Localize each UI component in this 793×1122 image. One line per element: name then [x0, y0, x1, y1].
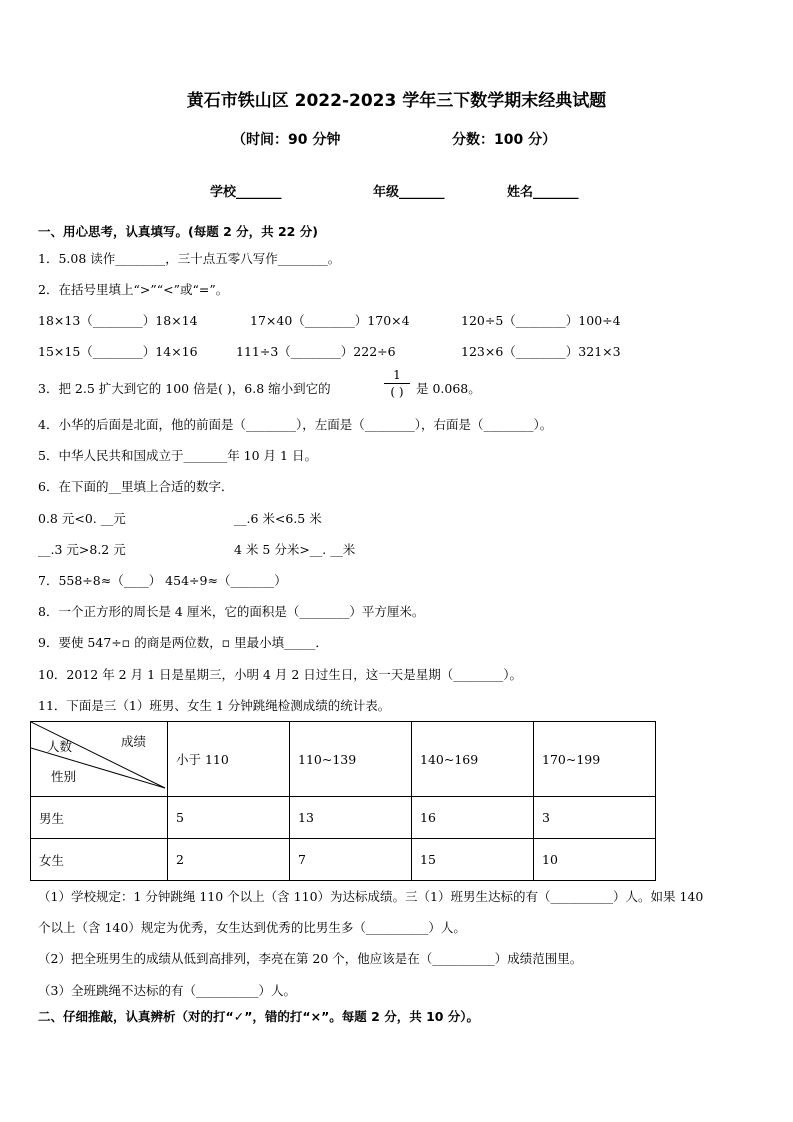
table-header-row: [31, 722, 656, 797]
section1-heading: 一、用心思考，认真填写。(每题 2 分，共 22 分): [38, 224, 318, 239]
table-cell: 2: [168, 839, 290, 881]
table-row: [31, 797, 656, 839]
question-4: 4．小华的后面是北面，他的前面是（________），左面是（________），右面是（________）。: [38, 417, 553, 432]
question-5: 5．中华人民共和国成立于_______年 10 月 1 日。: [38, 448, 317, 463]
table-header: 170~199: [534, 722, 656, 797]
corner-label-gender: 性别: [51, 769, 77, 784]
q2-item: 17×40（________）170×4: [250, 313, 410, 328]
table-header: 140~169: [412, 722, 534, 797]
exam-title: 黄石市铁山区 2022-2023 学年三下数学期末经典试题: [186, 91, 607, 111]
row-label: 男生: [31, 797, 168, 839]
q6-item: __.6 米<6.5 米: [234, 511, 322, 526]
corner-label-score: 成绩: [121, 734, 147, 749]
table-row: [31, 839, 656, 881]
fraction-denominator: ( ): [390, 385, 404, 399]
q11-part2: （2）把全班男生的成绩从低到高排列，李亮在第 20 个，他应该是在（__________）成绩范围里。: [38, 951, 583, 966]
question-8: 8．一个正方形的周长是 4 厘米，它的面积是（________）平方厘米。: [38, 604, 425, 619]
table-cell: 16: [412, 797, 534, 839]
section2-heading: 二、仔细推敲，认真辨析（对的打“✓”，错的打“×”。每题 2 分，共 10 分）。: [38, 1009, 480, 1024]
table-header: 小于 110: [168, 722, 290, 797]
table-cell: 3: [534, 797, 656, 839]
q11-part1-line2: 个以上（含 140）规定为优秀，女生达到优秀的比男生多（__________）人。: [38, 920, 466, 935]
corner-label-count: 人数: [47, 739, 73, 754]
q2-item: 123×6（________）321×3: [461, 344, 621, 359]
fraction-numerator: 1: [393, 368, 401, 382]
q3-text-a: 3．把 2.5 扩大到它的 100 倍是( )，6.8 缩小到它的: [38, 381, 331, 396]
q2-item: 111÷3（________）222÷6: [236, 344, 396, 359]
q11-part3: （3）全班跳绳不达标的有（__________）人。: [38, 983, 296, 998]
question-11: 11．下面是三（1）班男、女生 1 分钟跳绳检测成绩的统计表。: [38, 698, 391, 713]
table-corner-cell: [31, 722, 168, 797]
question-6: 6．在下面的__里填上合适的数字．: [38, 479, 234, 494]
table-cell: 13: [290, 797, 412, 839]
table-cell: 7: [290, 839, 412, 881]
q2-item: 18×13（________）18×14: [38, 313, 198, 328]
row-label: 女生: [31, 839, 168, 881]
question-7: 7．558÷8≈（____） 454÷9≈（_______）: [38, 573, 287, 588]
name-field: 姓名_______: [507, 185, 579, 200]
q6-item: __.3 元>8.2 元: [38, 542, 126, 557]
question-1: 1．5.08 读作________，三十点五零八写作________。: [38, 251, 341, 266]
q6-item: 4 米 5 分米>__. __米: [234, 542, 356, 557]
question-3: [38, 381, 331, 397]
table-cell: 5: [168, 797, 290, 839]
fraction-bar: [384, 383, 410, 384]
question-10: 10．2012 年 2 月 1 日是星期三，小明 4 月 2 日过生日，这一天是星期（________）。: [38, 667, 523, 682]
q6-item: 0.8 元<0. __元: [38, 511, 126, 526]
grade-field: 年级_______: [373, 185, 445, 200]
q2-item: 120÷5（________）100÷4: [461, 313, 621, 328]
table-cell: 10: [534, 839, 656, 881]
q3-text-b: 是 0.068。: [416, 381, 481, 396]
table-header: 110~139: [290, 722, 412, 797]
q3-fraction: [382, 368, 412, 399]
q2-item: 15×15（________）14×16: [38, 344, 198, 359]
question-2: 2．在括号里填上“>”“<”或“=”。: [38, 282, 229, 297]
exam-score: 分数：100 分）: [452, 132, 557, 148]
question-9: 9．要使 547÷▫ 的商是两位数，▫ 里最小填_____．: [38, 635, 328, 650]
table-cell: 15: [412, 839, 534, 881]
q11-part1-line1: （1）学校规定：1 分钟跳绳 110 个以上（含 110）为达标成绩。三（1）班男生达标的有（__________）人。如果 140: [38, 889, 704, 904]
school-field: 学校_______: [210, 185, 282, 200]
jump-rope-table: [30, 721, 656, 881]
exam-time: （时间：90 分钟: [232, 132, 341, 148]
